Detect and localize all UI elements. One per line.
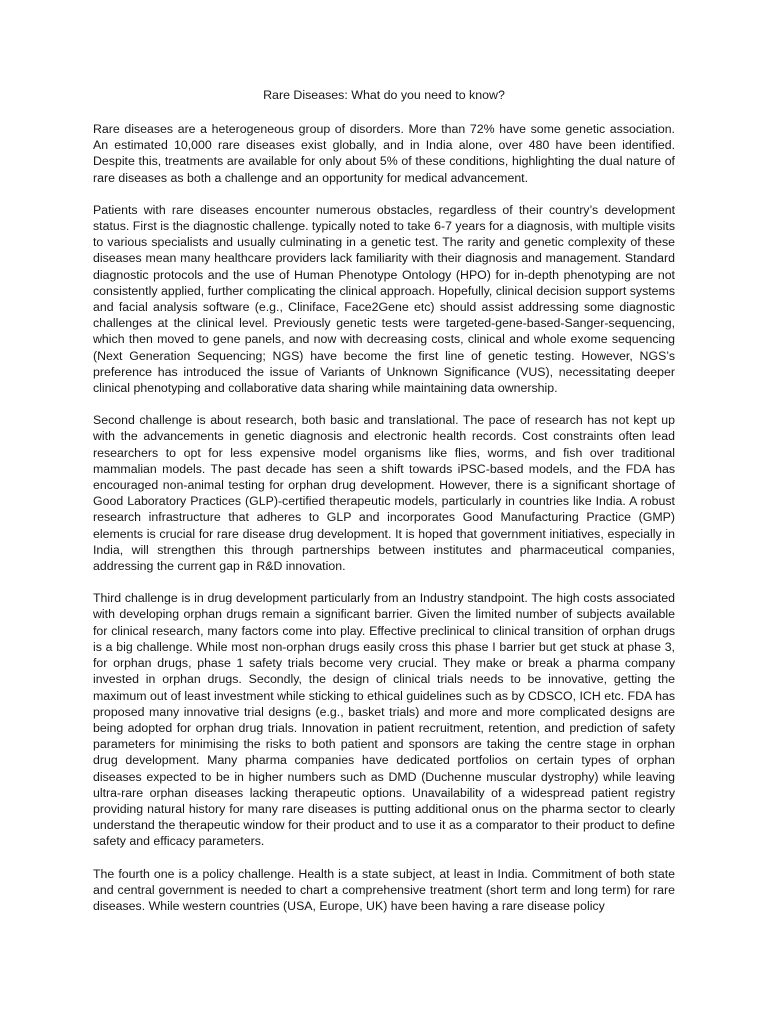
document-body [93,121,675,930]
paragraph-research-challenge: Second challenge is about research, both basic and translational. The pace of research has not kept up with the advancements in genetic diagnosis and electronic health records. Cost constraints often lead researchers to opt for less expensive model organisms like flies, worms, and fish over traditional mammalian models. The past decade has seen a shift towards iPSC-based models, and the FDA has encouraged non-animal testing for orphan drug development. However, there is a significant shortage of Good Laboratory Practices (GLP)-certified therapeutic models, particularly in countries like India. A robust research infrastructure that adheres to GLP and incorporates Good Manufacturing Practice (GMP) elements is crucial for rare disease drug development. It is hoped that government initiatives, especially in India, will strengthen this through partnerships between institutes and pharmaceutical companies, addressing the current gap in R&D innovation. [93,413,675,574]
paragraph-policy-challenge: The fourth one is a policy challenge. Health is a state subject, at least in India. Commitment of both state and central government is needed to chart a comprehensive treatment (short term and long term) for rare diseases. While western countries (USA, Europe, UK) have been having a rare disease policy [93,866,675,913]
paragraph-drug-development-challenge: Third challenge is in drug development particularly from an Industry standpoint. The high costs associated with developing orphan drugs remain a significant barrier. Given the limited number of subjects available for clinical research, many factors come into play. Effective preclinical to clinical transition of orphan drugs is a big challenge. While most non-orphan drugs easily cross this phase I barrier but get stuck at phase 3, for orphan drugs, phase 1 safety trials become very crucial. They make or break a pharma company invested in orphan drugs. Secondly, the design of clinical trials needs to be innovative, getting the maximum out of least investment while sticking to ethical guidelines such as by CDSCO, ICH etc. FDA has proposed many innovative trial designs (e.g., basket trials) and more and more complicated designs are being adopted for orphan drug trials. Innovation in patient recruitment, retention, and prediction of safety parameters for minimising the risks to both patient and sponsors are taking the centre stage in orphan drug development. Many pharma companies have dedicated portfolios on certain types of orphan diseases expected to be in higher numbers such as DMD (Duchenne muscular dystrophy) while leaving ultra-rare orphan diseases lacking therapeutic options. Unavailability of a widespread patient registry providing natural history for many rare diseases is putting additional onus on the pharma sector to clearly understand the therapeutic window for their product and to use it as a comparator to their product to define safety and efficacy parameters. [93,591,675,849]
paragraph-diagnostic-challenge: Patients with rare diseases encounter numerous obstacles, regardless of their country’s development status. First is the diagnostic challenge. typically noted to take 6-7 years for a diagnosis, with multiple visits to various specialists and usually culminating in a genetic test. The rarity and genetic complexity of these diseases mean many healthcare providers lack familiarity with their diagnosis and management. Standard diagnostic protocols and the use of Human Phenotype Ontology (HPO) for in-depth phenotyping are not consistently applied, further complicating the clinical approach. Hopefully, clinical decision support systems and facial analysis software (e.g., Cliniface, Face2Gene etc) should assist addressing some diagnostic challenges at the clinical level. Previously genetic tests were targeted-gene-based-Sanger-sequencing, which then moved to gene panels, and now with decreasing costs, clinical and whole exome sequencing (Next Generation Sequencing; NGS) have become the first line of genetic testing. However, NGS’s preference has introduced the issue of Variants of Unknown Significance (VUS), necessitating deeper clinical phenotyping and collaborative data sharing while maintaining data ownership. [93,202,675,396]
paragraph-intro: Rare diseases are a heterogeneous group of disorders. More than 72% have some genetic association. An estimated 10,000 rare diseases exist globally, and in India alone, over 480 have been identified. Despite this, treatments are available for only about 5% of these conditions, highlighting the dual nature of rare diseases as both a challenge and an opportunity for medical advancement. [93,122,675,185]
document-title: Rare Diseases: What do you need to know? [263,88,505,102]
